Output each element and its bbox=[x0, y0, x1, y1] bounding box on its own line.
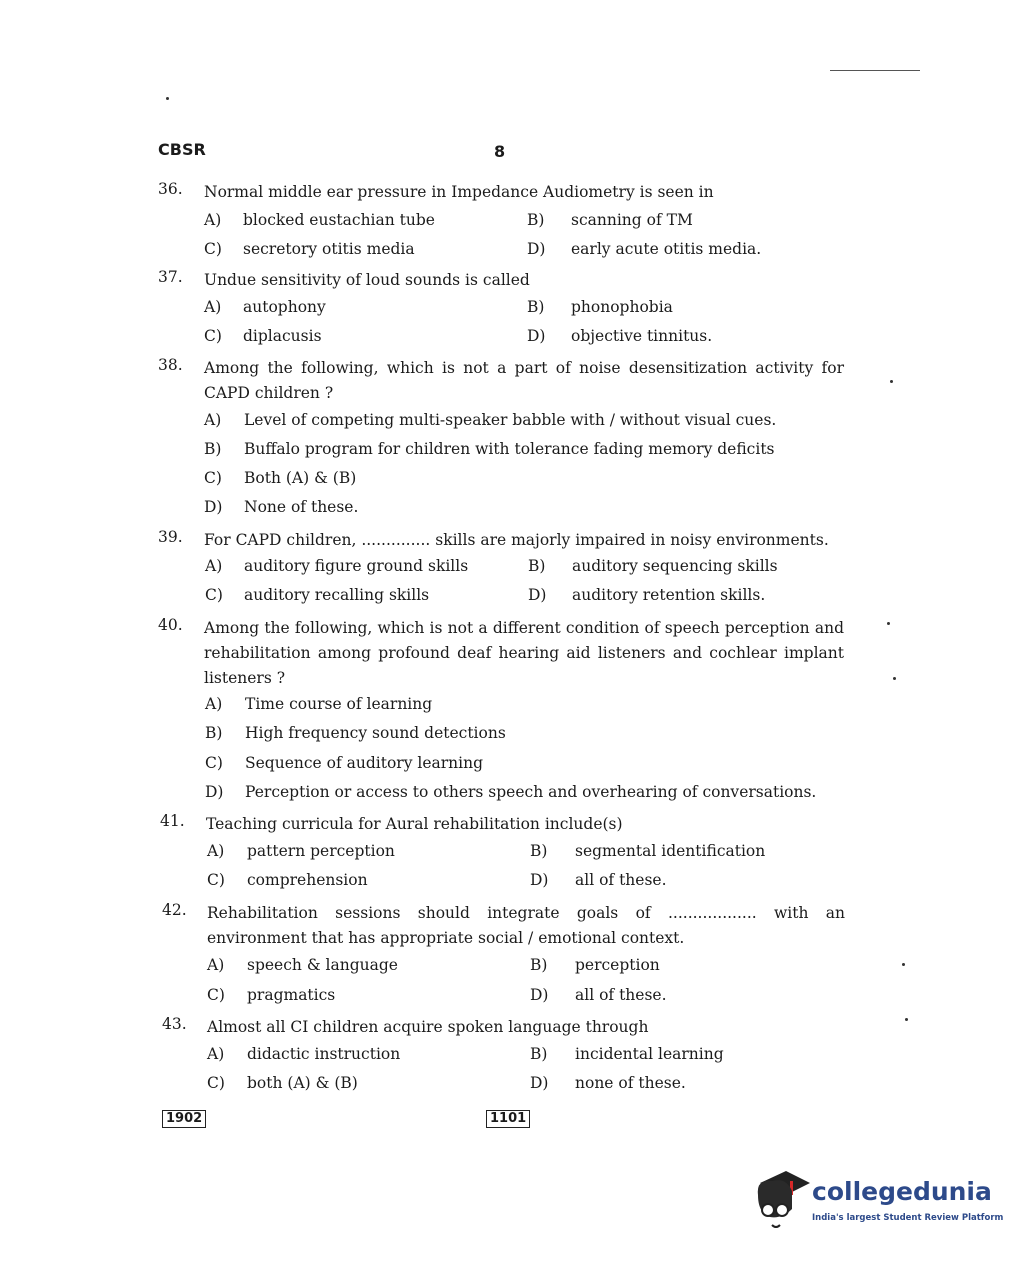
scan-speck bbox=[905, 1018, 908, 1021]
question-number: 36. bbox=[158, 180, 183, 198]
footer-center-code: 1101 bbox=[486, 1110, 530, 1128]
question-number: 42. bbox=[162, 901, 187, 919]
exam-page: CBSR 8 36. Normal middle ear pressure in Impedance Audiometry is seen in A) blocked eustachian tube B) scanning of TM C) secretory otitis media D) early acute otitis media. 37. Undue sensitivity of loud sounds is called A) autophony B) phonophobia C) diplacusis D) objective tinnitus. 38. Among the following, which is not a part of noise desensitization activity for CAPD children ? A) Level of competing multi-speaker babble with / without visual cues. B) Buffalo program for children with tolerance fading memory deficits C) Both (A) & (B) D) None of these. 39. For CAPD children, .............. skills are majorly impaired in noisy environments. A) auditory figure ground skills B) auditory sequencing skills C) auditory recalling skills D) auditory retention skills. 40. Among the following, which is not a different condition of speech perception and rehabilitation among profound deaf hearing aid listeners and cochlear implant listeners ? A) Time course of learning B) High frequency sound detections C) Sequence of auditory learning D) Perception or access to others speech and overhearing of conversations. 41. Teaching curricula for Aural rehabilitation include(s) A) pattern perception B) segmental identification C) comprehension D) all of these. 42. Rehabilitation sessions should integrate goals of .................. with an environment that has appropriate social / emotional context. A) speech & language B) perception C) pragmatics D) all of these. 43. Almost all CI children acquire spoken language through A) didactic instruction B) incidental learning C) both (A) & (B) D) none of these. 1902 1101 collegedunia India's largest Student Review Platform bbox=[0, 0, 1011, 1272]
scan-speck bbox=[893, 677, 896, 680]
question-text: Among the following, which is not a different condition of speech perception and rehabilitation among profound deaf hearing aid listeners and cochlear implant listeners ? bbox=[204, 619, 844, 687]
question-text: For CAPD children, .............. skills are majorly impaired in noisy environments. bbox=[204, 531, 829, 549]
question-number: 40. bbox=[158, 616, 183, 634]
collegedunia-logo bbox=[752, 1165, 1004, 1235]
question-text: Almost all CI children acquire spoken language through bbox=[207, 1018, 649, 1036]
question-number: 39. bbox=[158, 528, 183, 546]
top-rule bbox=[830, 70, 920, 71]
question-number: 41. bbox=[160, 812, 185, 830]
scan-speck bbox=[890, 380, 893, 383]
brand-name: collegedunia bbox=[812, 1177, 992, 1206]
question-text: Rehabilitation sessions should integrate goals of .................. with an environment that has appropriate social / emotional context. bbox=[207, 904, 845, 947]
header-code: CBSR bbox=[158, 140, 206, 159]
scan-speck bbox=[902, 963, 905, 966]
question-text: Normal middle ear pressure in Impedance Audiometry is seen in bbox=[204, 183, 714, 201]
question-number: 43. bbox=[162, 1015, 187, 1033]
question-number: 37. bbox=[158, 268, 183, 286]
question-text: Teaching curricula for Aural rehabilitation include(s) bbox=[206, 815, 623, 833]
mascot-icon bbox=[752, 1165, 812, 1235]
scan-speck bbox=[166, 97, 169, 100]
brand-tagline: India's largest Student Review Platform bbox=[812, 1213, 1004, 1223]
question-text: Among the following, which is not a part of noise desensitization activity for CAPD children ? bbox=[204, 359, 844, 402]
question-number: 38. bbox=[158, 356, 183, 374]
question-text: Undue sensitivity of loud sounds is called bbox=[204, 271, 530, 289]
page-number: 8 bbox=[494, 142, 506, 161]
footer-left-code: 1902 bbox=[162, 1110, 206, 1128]
scan-speck bbox=[887, 622, 890, 625]
